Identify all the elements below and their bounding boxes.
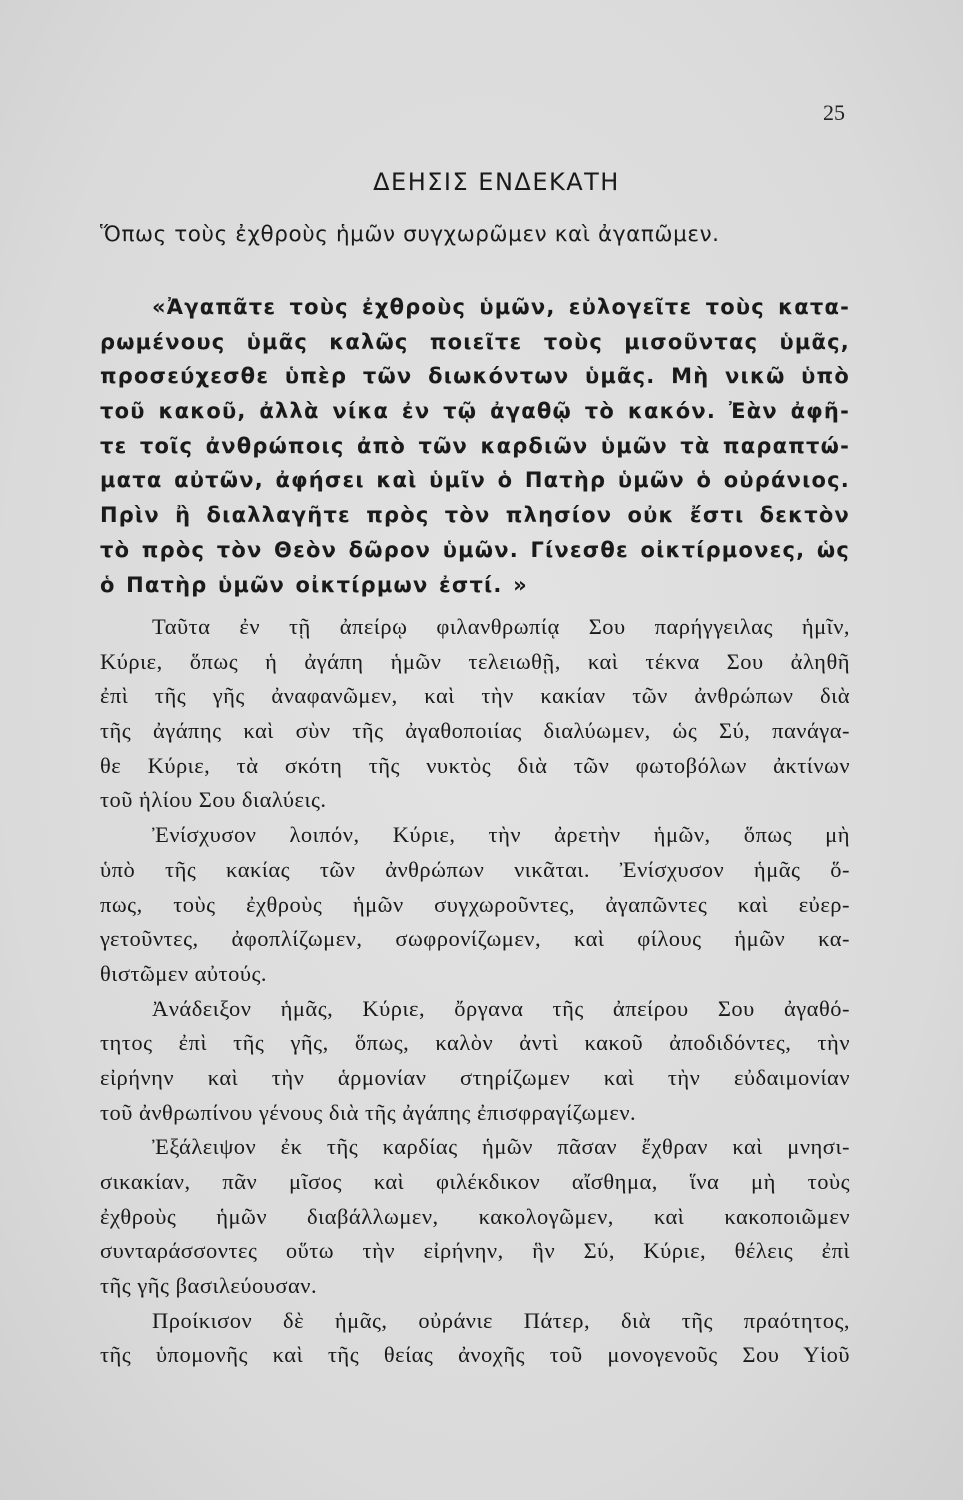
paragraph-line: σικακίαν, πᾶν μῖσος καὶ φιλέκδικον αἴσθημα, ἵνα μὴ τοὺς	[100, 1169, 850, 1194]
quote-line: τε τοῖς ἀνθρώποις ἀπὸ τῶν καρδιῶν ὑμῶν τὰ παραπτώ-	[100, 433, 850, 458]
paragraph-line: Ἐνίσχυσον λοιπόν, Κύριε, τὴν ἀρετὴν ἡμῶν, ὅπως μὴ	[152, 822, 850, 848]
prayer-text	[100, 610, 850, 1373]
paragraph-line: τῆς γῆς βασιλεύουσαν.	[100, 1273, 318, 1299]
paragraph-line: συνταράσσοντες οὕτω τὴν εἰρήνην, ἣν Σύ, Κύριε, θέλεις ἐπὶ	[100, 1238, 850, 1264]
quote-line: «Ἀγαπᾶτε τοὺς ἐχθροὺς ὑμῶν, εὐλογεῖτε τοὺς κατα-	[152, 295, 850, 319]
paragraph-line: Κύριε, ὅπως ἡ ἀγάπη ἡμῶν τελειωθῇ, καὶ τέκνα Σου ἀληθῆ	[100, 648, 850, 674]
paragraph-line: πως, τοὺς ἐχθροὺς ἡμῶν συγχωροῦντες, ἀγαπῶντες καὶ εὐερ-	[100, 891, 850, 917]
scripture-quote	[100, 290, 850, 602]
quote-line: τὸ πρὸς τὸν Θεὸν δῶρον ὑμῶν. Γίνεσθε οἰκτίρμονες, ὡς	[100, 537, 850, 562]
quote-line: Πρὶν ἢ διαλλαγῆτε πρὸς τὸν πλησίον οὐκ ἔστι δεκτὸν	[100, 503, 850, 528]
chapter-title: ΔΕΗΣΙΣ ΕΝΔΕΚΑΤΗ	[373, 168, 620, 196]
paragraph-line: τητος ἐπὶ τῆς γῆς, ὅπως, καλὸν ἀντὶ κακοῦ ἀποδιδόντες, τὴν	[100, 1030, 850, 1056]
quote-line: προσεύχεσθε ὑπὲρ τῶν διωκόντων ὑμᾶς. Μὴ νικῶ ὑπὸ	[100, 364, 850, 389]
chapter-subtitle: Ὅπως τοὺς ἐχθροὺς ἡμῶν συγχωρῶμεν καὶ ἀγαπῶμεν.	[100, 222, 720, 247]
paragraph-line: Ἀνάδειξον ἡμᾶς, Κύριε, ὄργανα τῆς ἀπείρου Σου ἀγαθό-	[152, 995, 850, 1021]
paragraph-line: τοῦ ἀνθρωπίνου γένους διὰ τῆς ἀγάπης ἐπισφραγίζωμεν.	[100, 1099, 637, 1125]
paragraph-line: θιστῶμεν αὐτούς.	[100, 960, 268, 986]
paragraph-line: τῆς ὑπομονῆς καὶ τῆς θείας ἀνοχῆς τοῦ μονογενοῦς Σου Υἱοῦ	[100, 1342, 850, 1368]
quote-line: τοῦ κακοῦ, ἀλλὰ νίκα ἐν τῷ ἀγαθῷ τὸ κακόν. Ἐὰν ἀφῆ-	[100, 399, 850, 424]
quote-line: ματα αὐτῶν, ἀφήσει καὶ ὑμῖν ὁ Πατὴρ ὑμῶν ὁ οὐράνιος.	[100, 468, 850, 493]
paragraph-line: ἐπὶ τῆς γῆς ἀναφανῶμεν, καὶ τὴν κακίαν τῶν ἀνθρώπων διὰ	[100, 683, 850, 709]
paragraph-line: τοῦ ἡλίου Σου διαλύεις.	[100, 787, 327, 813]
paragraph-line: Ἐξάλειψον ἐκ τῆς καρδίας ἡμῶν πᾶσαν ἔχθραν καὶ μνησι-	[152, 1134, 850, 1160]
paragraph-line: γετοῦντες, ἀφοπλίζωμεν, σωφρονίζωμεν, καὶ φίλους ἡμῶν κα-	[100, 926, 850, 952]
paragraph-line: ἐχθροὺς ἡμῶν διαβάλλωμεν, κακολογῶμεν, καὶ κακοποιῶμεν	[100, 1203, 850, 1229]
quote-line: ὁ Πατὴρ ὑμῶν οἰκτίρμων ἐστί. »	[100, 572, 528, 597]
paragraph-line: τῆς ἀγάπης καὶ σὺν τῆς ἀγαθοποιίας διαλύωμεν, ὡς Σύ, πανάγα-	[100, 718, 850, 744]
paragraph-line: θε Κύριε, τὰ σκότη τῆς νυκτὸς διὰ τῶν φωτοβόλων ἀκτίνων	[100, 752, 850, 778]
quote-line: ρωμένους ὑμᾶς καλῶς ποιεῖτε τοὺς μισοῦντας ὑμᾶς,	[100, 329, 850, 354]
paragraph-line: εἰρήνην καὶ τὴν ἁρμονίαν στηρίζωμεν καὶ τὴν εὐδαιμονίαν	[100, 1064, 850, 1090]
paragraph-line: Ταῦτα ἐν τῇ ἀπείρῳ φιλανθρωπίᾳ Σου παρήγγειλας ἡμῖν,	[152, 614, 850, 639]
paragraph-line: ὑπὸ τῆς κακίας τῶν ἀνθρώπων νικᾶται. Ἐνίσχυσον ἡμᾶς ὅ-	[100, 856, 850, 882]
page-number: 25	[823, 100, 845, 125]
paragraph-line: Προίκισον δὲ ἡμᾶς, οὐράνιε Πάτερ, διὰ τῆς πραότητος,	[152, 1307, 850, 1333]
